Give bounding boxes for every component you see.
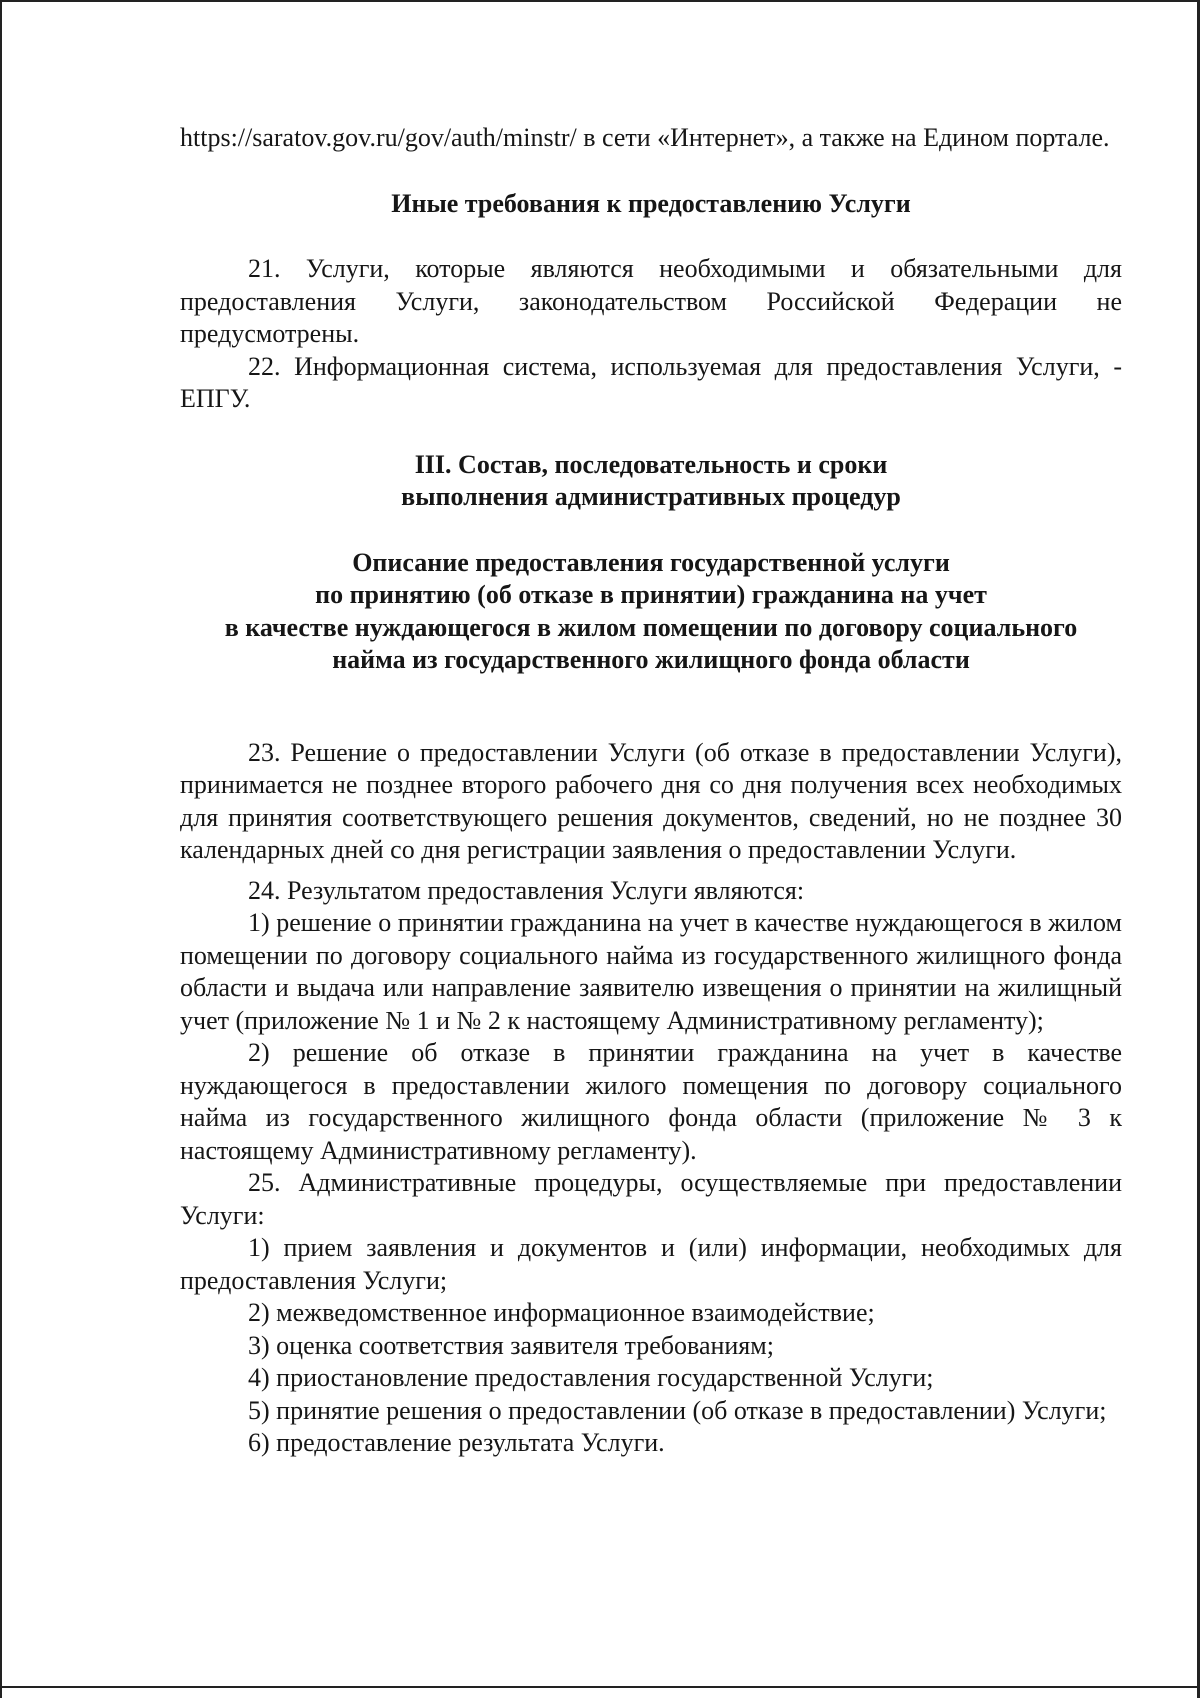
paragraph-25-1: 1) прием заявления и документов и (или) информации, необходимых для предоставления Услуги; [180,1233,1122,1295]
intro-paragraph: https://saratov.gov.ru/gov/auth/minstr/ в сети «Интернет», а также на Едином портале. [180,123,1110,152]
paragraph-25-4: 4) приостановление предоставления государственной Услуги; [248,1363,934,1392]
paragraph-24: 24. Результатом предоставления Услуги являются: [248,875,805,905]
paragraph-21: 21. Услуги, которые являются необходимыми и обязательными для предоставления Услуги, законодательством Российской Федерации не предусмотрены. [180,254,1122,348]
paragraph-24-2: 2) решение об отказе в принятии гражданина на учет в качестве нуждающегося в предоставлении жилого помещения по договору социального найма из государственного жилищного фонда области (приложение № 3 к настоящему Административному регламенту). [180,1038,1122,1165]
paragraph-25-5: 5) принятие решения о предоставлении (об отказе в предоставлении) Услуги; [248,1395,1107,1425]
description-heading-line-3: в качестве нуждающегося в жилом помещении по договору социального [224,612,1078,642]
scan-border-bottom [0,1686,1200,1688]
heading-other-requirements: Иные требования к предоставлению Услуги [391,188,911,218]
description-heading [180,547,1122,677]
paragraph-25-3: 3) оценка соответствия заявителя требованиям; [248,1330,774,1360]
description-heading-line-2: по принятию (об отказе в принятии) гражданина на учет [315,580,987,609]
scan-border-left [0,0,2,1698]
description-heading-line-1: Описание предоставления государственной услуги [352,547,950,577]
section-heading-line-1: III. Состав, последовательность и сроки [414,449,888,479]
section-heading-line-2: выполнения административных процедур [401,482,901,511]
paragraph-25-6: 6) предоставление результата Услуги. [248,1428,665,1457]
document-body [180,122,1122,1460]
description-heading-line-4: найма из государственного жилищного фонда области [332,645,970,674]
paragraph-24-1: 1) решение о принятии гражданина на учет в качестве нуждающегося в жилом помещении по договору социального найма из государственного жилищного фонда области и выдача или направление заявителю извещения о принятии на жилищный учет (приложение № 1 и № 2 к настоящему Административному регламенту); [180,908,1122,1035]
scan-border-top [0,0,1200,2]
paragraph-25-2: 2) межведомственное информационное взаимодействие; [248,1298,875,1327]
paragraph-23: 23. Решение о предоставлении Услуги (об отказе в предоставлении Услуги), принимается не позднее второго рабочего дня со дня получения всех необходимых для принятия соответствующего решения документов, сведений, но не позднее 30 календарных дней со дня регистрации заявления о предоставлении Услуги. [180,737,1122,864]
paragraph-22: 22. Информационная система, используемая для предоставления Услуги, - ЕПГУ. [180,351,1122,413]
section-heading [180,449,1122,514]
paragraph-25: 25. Административные процедуры, осуществляемые при предоставлении Услуги: [180,1168,1122,1230]
